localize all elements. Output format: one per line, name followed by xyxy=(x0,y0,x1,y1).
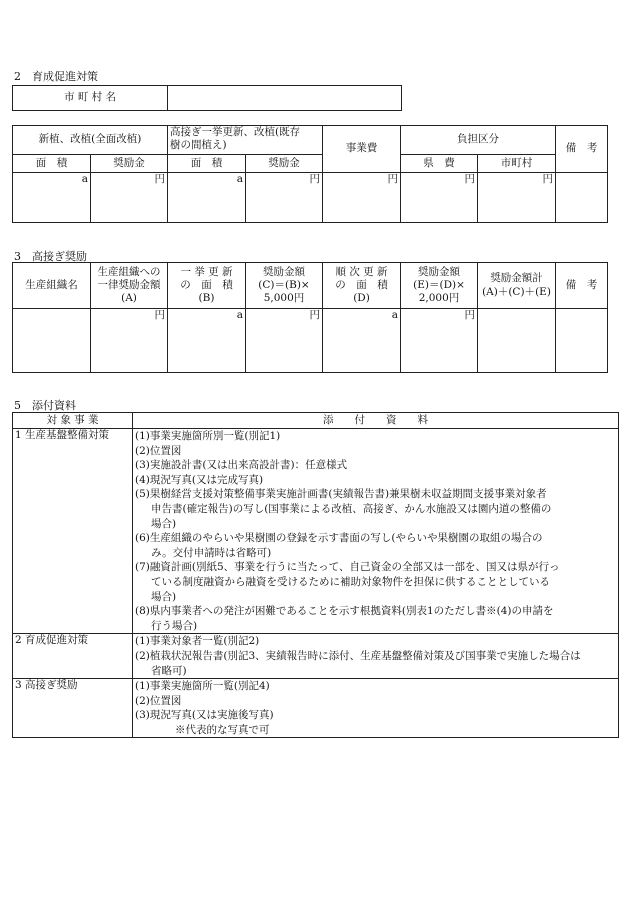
cell-subsidy-1: 円 xyxy=(91,173,168,223)
header-new-planting: 新植、改植(全面改植) xyxy=(13,126,168,155)
cell-note-3 xyxy=(556,309,608,373)
header-area-1: 面 積 xyxy=(13,155,91,173)
cell-flat: 円 xyxy=(91,309,168,373)
city-name-label: 市 町 村 名 xyxy=(13,86,168,111)
header-note: 備 考 xyxy=(556,126,608,173)
attachments-table xyxy=(12,412,619,738)
header-org: 生産組織名 xyxy=(13,263,91,309)
cell-sub-c: 円 xyxy=(246,309,323,373)
section-2-title: 2 育成促進対策 xyxy=(14,70,98,83)
target-1: 1 生産基盤整備対策 xyxy=(13,429,133,634)
city-name-value xyxy=(168,86,402,111)
cell-cost: 円 xyxy=(323,173,401,223)
city-name-table xyxy=(12,85,402,111)
header-graft-replant: 高接ぎ一挙更新、改植(既存 樹の間植え) xyxy=(168,126,323,155)
header-subsidy-2: 奨励金 xyxy=(246,155,323,173)
header-target: 対 象 事 業 xyxy=(13,413,133,429)
header-pref: 県 費 xyxy=(401,155,478,173)
grafting-table xyxy=(12,262,608,373)
cell-city: 円 xyxy=(478,173,556,223)
header-seq-area: 順 次 更 新 の 面 積 (D) xyxy=(323,263,401,309)
header-subsidy-e: 奨励金額 (E)＝(D)× 2,000円 xyxy=(401,263,478,309)
header-burden: 負担区分 xyxy=(401,126,556,155)
cell-seq-area: a xyxy=(323,309,401,373)
header-subsidy-1: 奨励金 xyxy=(91,155,168,173)
cell-total xyxy=(478,309,556,373)
header-project-cost: 事業費 xyxy=(323,126,401,173)
header-area-2: 面 積 xyxy=(168,155,246,173)
cell-area-2: a xyxy=(168,173,246,223)
target-2: 2 育成促進対策 xyxy=(13,634,133,679)
header-subsidy-total: 奨励金額計 (A)＋(C)＋(E) xyxy=(478,263,556,309)
docs-1: (1)事業実施箇所別一覧(別記1) (2)位置図 (3)実施設計書(又は出来高設計書)：任意様式 (4)現況写真(又は完成写真) (5)果樹経営支援対策整備事業実施計画書(実績報告書)兼果樹未収益期間支援事業対象者 申告書(確定報告)の写し(国事業による改植、高接ぎ、かん水施設又は園内道の整備の 場合) (6)生産組織のやらいや果樹園の登録を示す書面の写し(やらいや果樹園の取組の場合の み。交付申請時は省略可) (7)融資計画(別紙5、事業を行うに当たって、自己資金の全部又は一部を、国又は県が行っ ている制度融資から融資を受けるために補助対象物件を担保に供することとしている 場合) (8)県内事業者への発注が困難であることを示す根拠資料(別表1のただし書※(4)の申請を 行う場合) xyxy=(133,429,619,634)
section-5-title: 5 添付資料 xyxy=(14,399,76,412)
cell-sub-e: 円 xyxy=(401,309,478,373)
header-flat-subsidy: 生産組織への 一律奨励金額 (A) xyxy=(91,263,168,309)
target-3: 3 高接ぎ奨励 xyxy=(13,679,133,738)
header-note-3: 備 考 xyxy=(556,263,608,309)
docs-3: (1)事業実施箇所一覧(別記4) (2)位置図 (3)現況写真(又は実施後写真) ※代表的な写真で可 xyxy=(133,679,619,738)
cell-note xyxy=(556,173,608,223)
cell-once-area: a xyxy=(168,309,246,373)
cell-pref: 円 xyxy=(401,173,478,223)
cell-subsidy-2: 円 xyxy=(246,173,323,223)
cell-org xyxy=(13,309,91,373)
header-city: 市町村 xyxy=(478,155,556,173)
header-once-area: 一 挙 更 新 の 面 積 (B) xyxy=(168,263,246,309)
section-3-title: 3 高接ぎ奨励 xyxy=(14,250,87,263)
growth-promotion-table xyxy=(12,125,608,223)
docs-2: (1)事業対象者一覧(別記2) (2)植栽状況報告書(別記3、実績報告時に添付、生産基盤整備対策及び国事業で実施した場合は 省略可) xyxy=(133,634,619,679)
cell-area-1: a xyxy=(13,173,91,223)
header-subsidy-c: 奨励金額 (C)＝(B)× 5,000円 xyxy=(246,263,323,309)
header-docs: 添 付 資 料 xyxy=(133,413,619,429)
